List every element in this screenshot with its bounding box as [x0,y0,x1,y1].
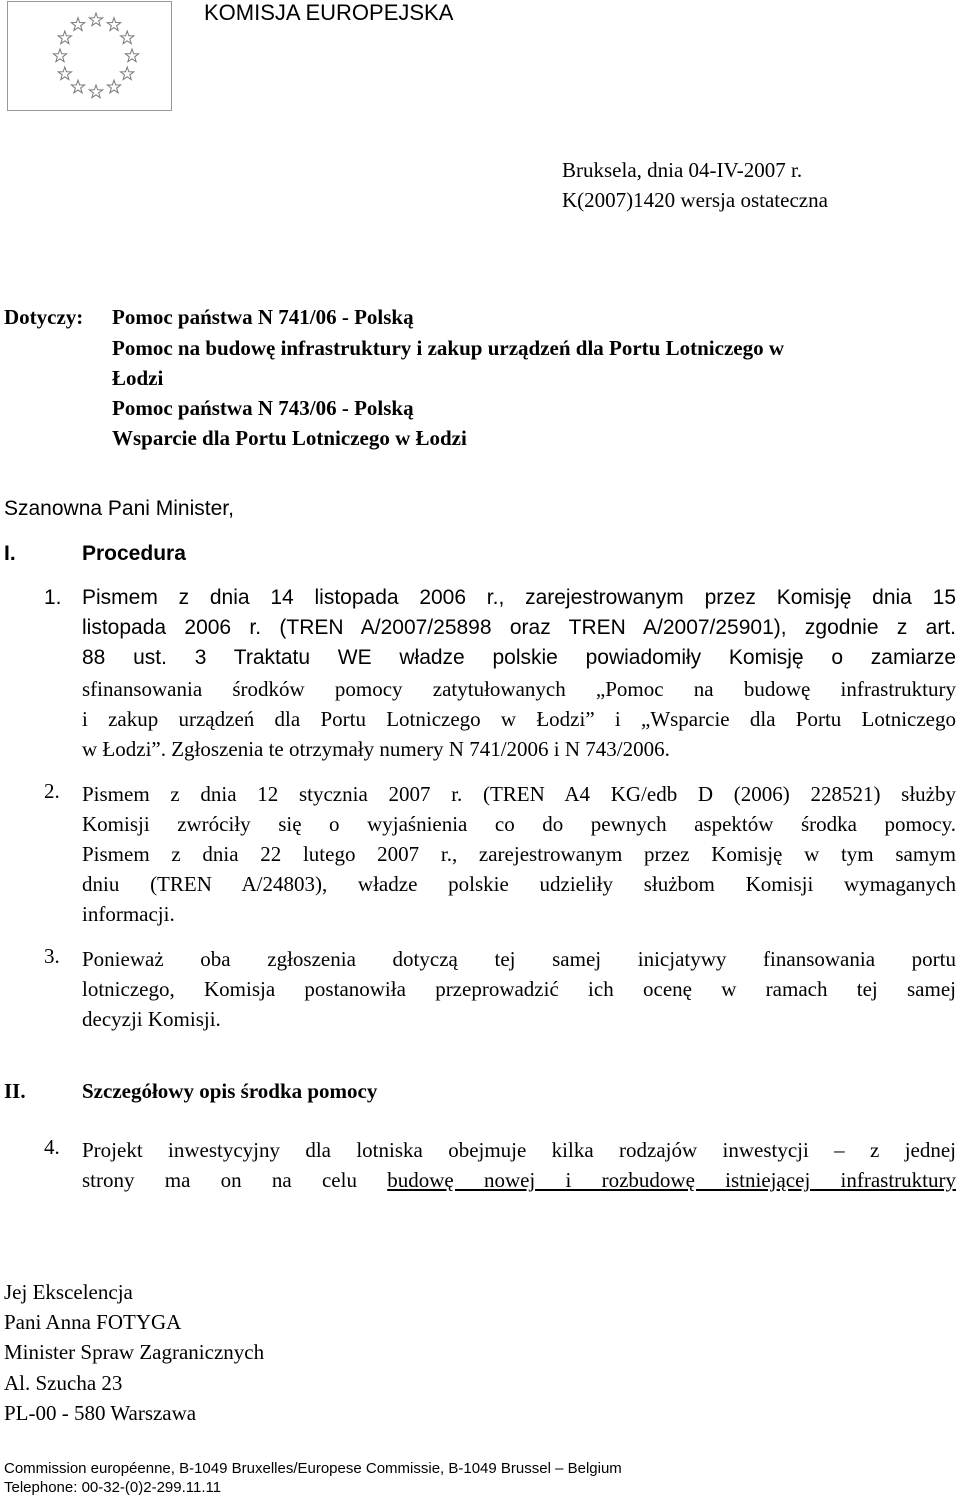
addressee-line: Minister Spraw Zagranicznych [4,1340,265,1364]
paragraph-line: Pismem z dnia 22 lutego 2007 r., zarejestrowanym przez Komisję w tym samym [82,842,956,866]
paragraph-line: Projekt inwestycyjny dla lotniska obejmuje kilka rodzajów inwestycji – z jednej [82,1138,956,1162]
footer-telephone: Telephone: 00-32-(0)2-299.11.11 [4,1479,222,1496]
section-number: II. [4,1079,26,1103]
subject-line: Pomoc państwa N 741/06 - Polską [112,305,414,329]
paragraph-number: 2. [44,779,60,803]
subject-label: Dotyczy: [4,305,84,329]
paragraph-line: Komisji zwróciły się o wyjaśnienia co do pewnych aspektów środka pomocy. [82,812,956,836]
place-date: Bruksela, dnia 04-IV-2007 r. [562,158,803,182]
star-icon [89,85,102,98]
paragraph-number: 1. [44,586,62,609]
star-icon [107,18,120,31]
star-icon [121,67,134,80]
paragraph-line: listopada 2006 r. (TREN A/2007/25898 oraz TREN A/2007/25901), zgodnie z art. [82,616,956,639]
paragraph-text: strony ma on na celu [82,1168,388,1192]
subject-line: Pomoc na budowę infrastruktury i zakup urządzeń dla Portu Lotniczego w [112,336,784,360]
star-icon [71,80,84,93]
paragraph-line: decyzji Komisji. [82,1007,221,1031]
star-icon [53,49,66,62]
salutation: Szanowna Pani Minister, [4,497,234,520]
paragraph-line: dniu (TREN A/24803), władze polskie udzieliły służbom Komisji wymaganych [82,872,956,896]
star-icon [121,31,134,44]
paragraph-line: informacji. [82,902,175,926]
paragraph-number: 3. [44,944,60,968]
organization-name: KOMISJA EUROPEJSKA [204,0,454,25]
addressee-line: Jej Ekscelencja [4,1280,133,1304]
underlined-text: budowę nowej i rozbudowę istniejącej infrastruktury [387,1168,956,1192]
subject-line: Łodzi [112,366,164,390]
addressee-line: Pani Anna FOTYGA [4,1310,182,1334]
section-title: Procedura [82,542,186,565]
paragraph-line: lotniczego, Komisja postanowiła przeprowadzić ich ocenę w ramach tej samej [82,977,956,1001]
addressee-line: Al. Szucha 23 [4,1371,123,1395]
footer-address: Commission européenne, B-1049 Bruxelles/Europese Commissie, B-1049 Brussel – Belgium [4,1460,622,1477]
paragraph-line: Pismem z dnia 14 listopada 2006 r., zarejestrowanym przez Komisję dnia 15 [82,586,956,609]
subject-line: Wsparcie dla Portu Lotniczego w Łodzi [112,426,467,450]
paragraph-line: w Łodzi”. Zgłoszenia te otrzymały numery N 741/2006 i N 743/2006. [82,737,670,761]
eu-stars-emblem-icon [8,2,171,110]
section-title: Szczegółowy opis środka pomocy [82,1079,378,1103]
section-number: I. [4,542,16,565]
subject-line: Pomoc państwa N 743/06 - Polską [112,396,414,420]
star-icon [58,31,71,44]
star-icon [58,67,71,80]
star-icon [89,13,102,26]
paragraph-line: sfinansowania środków pomocy zatytułowanych „Pomoc na budowę infrastruktury [82,677,956,701]
paragraph-line: Ponieważ oba zgłoszenia dotyczą tej samej inicjatywy finansowania portu [82,947,956,971]
eu-logo [7,1,172,111]
reference-number: K(2007)1420 wersja ostateczna [562,188,828,212]
paragraph-number: 4. [44,1135,60,1159]
addressee-line: PL-00 - 580 Warszawa [4,1401,197,1425]
star-icon [71,18,84,31]
star-icon [125,49,138,62]
paragraph-line: 88 ust. 3 Traktatu WE władze polskie powiadomiły Komisję o zamiarze [82,646,956,669]
paragraph-line [82,1165,956,1195]
star-icon [107,80,120,93]
paragraph-line: i zakup urządzeń dla Portu Lotniczego w Łodzi” i „Wsparcie dla Portu Lotniczego [82,707,956,731]
paragraph-line: Pismem z dnia 12 stycznia 2007 r. (TREN A4 KG/edb D (2006) 228521) służby [82,782,956,806]
